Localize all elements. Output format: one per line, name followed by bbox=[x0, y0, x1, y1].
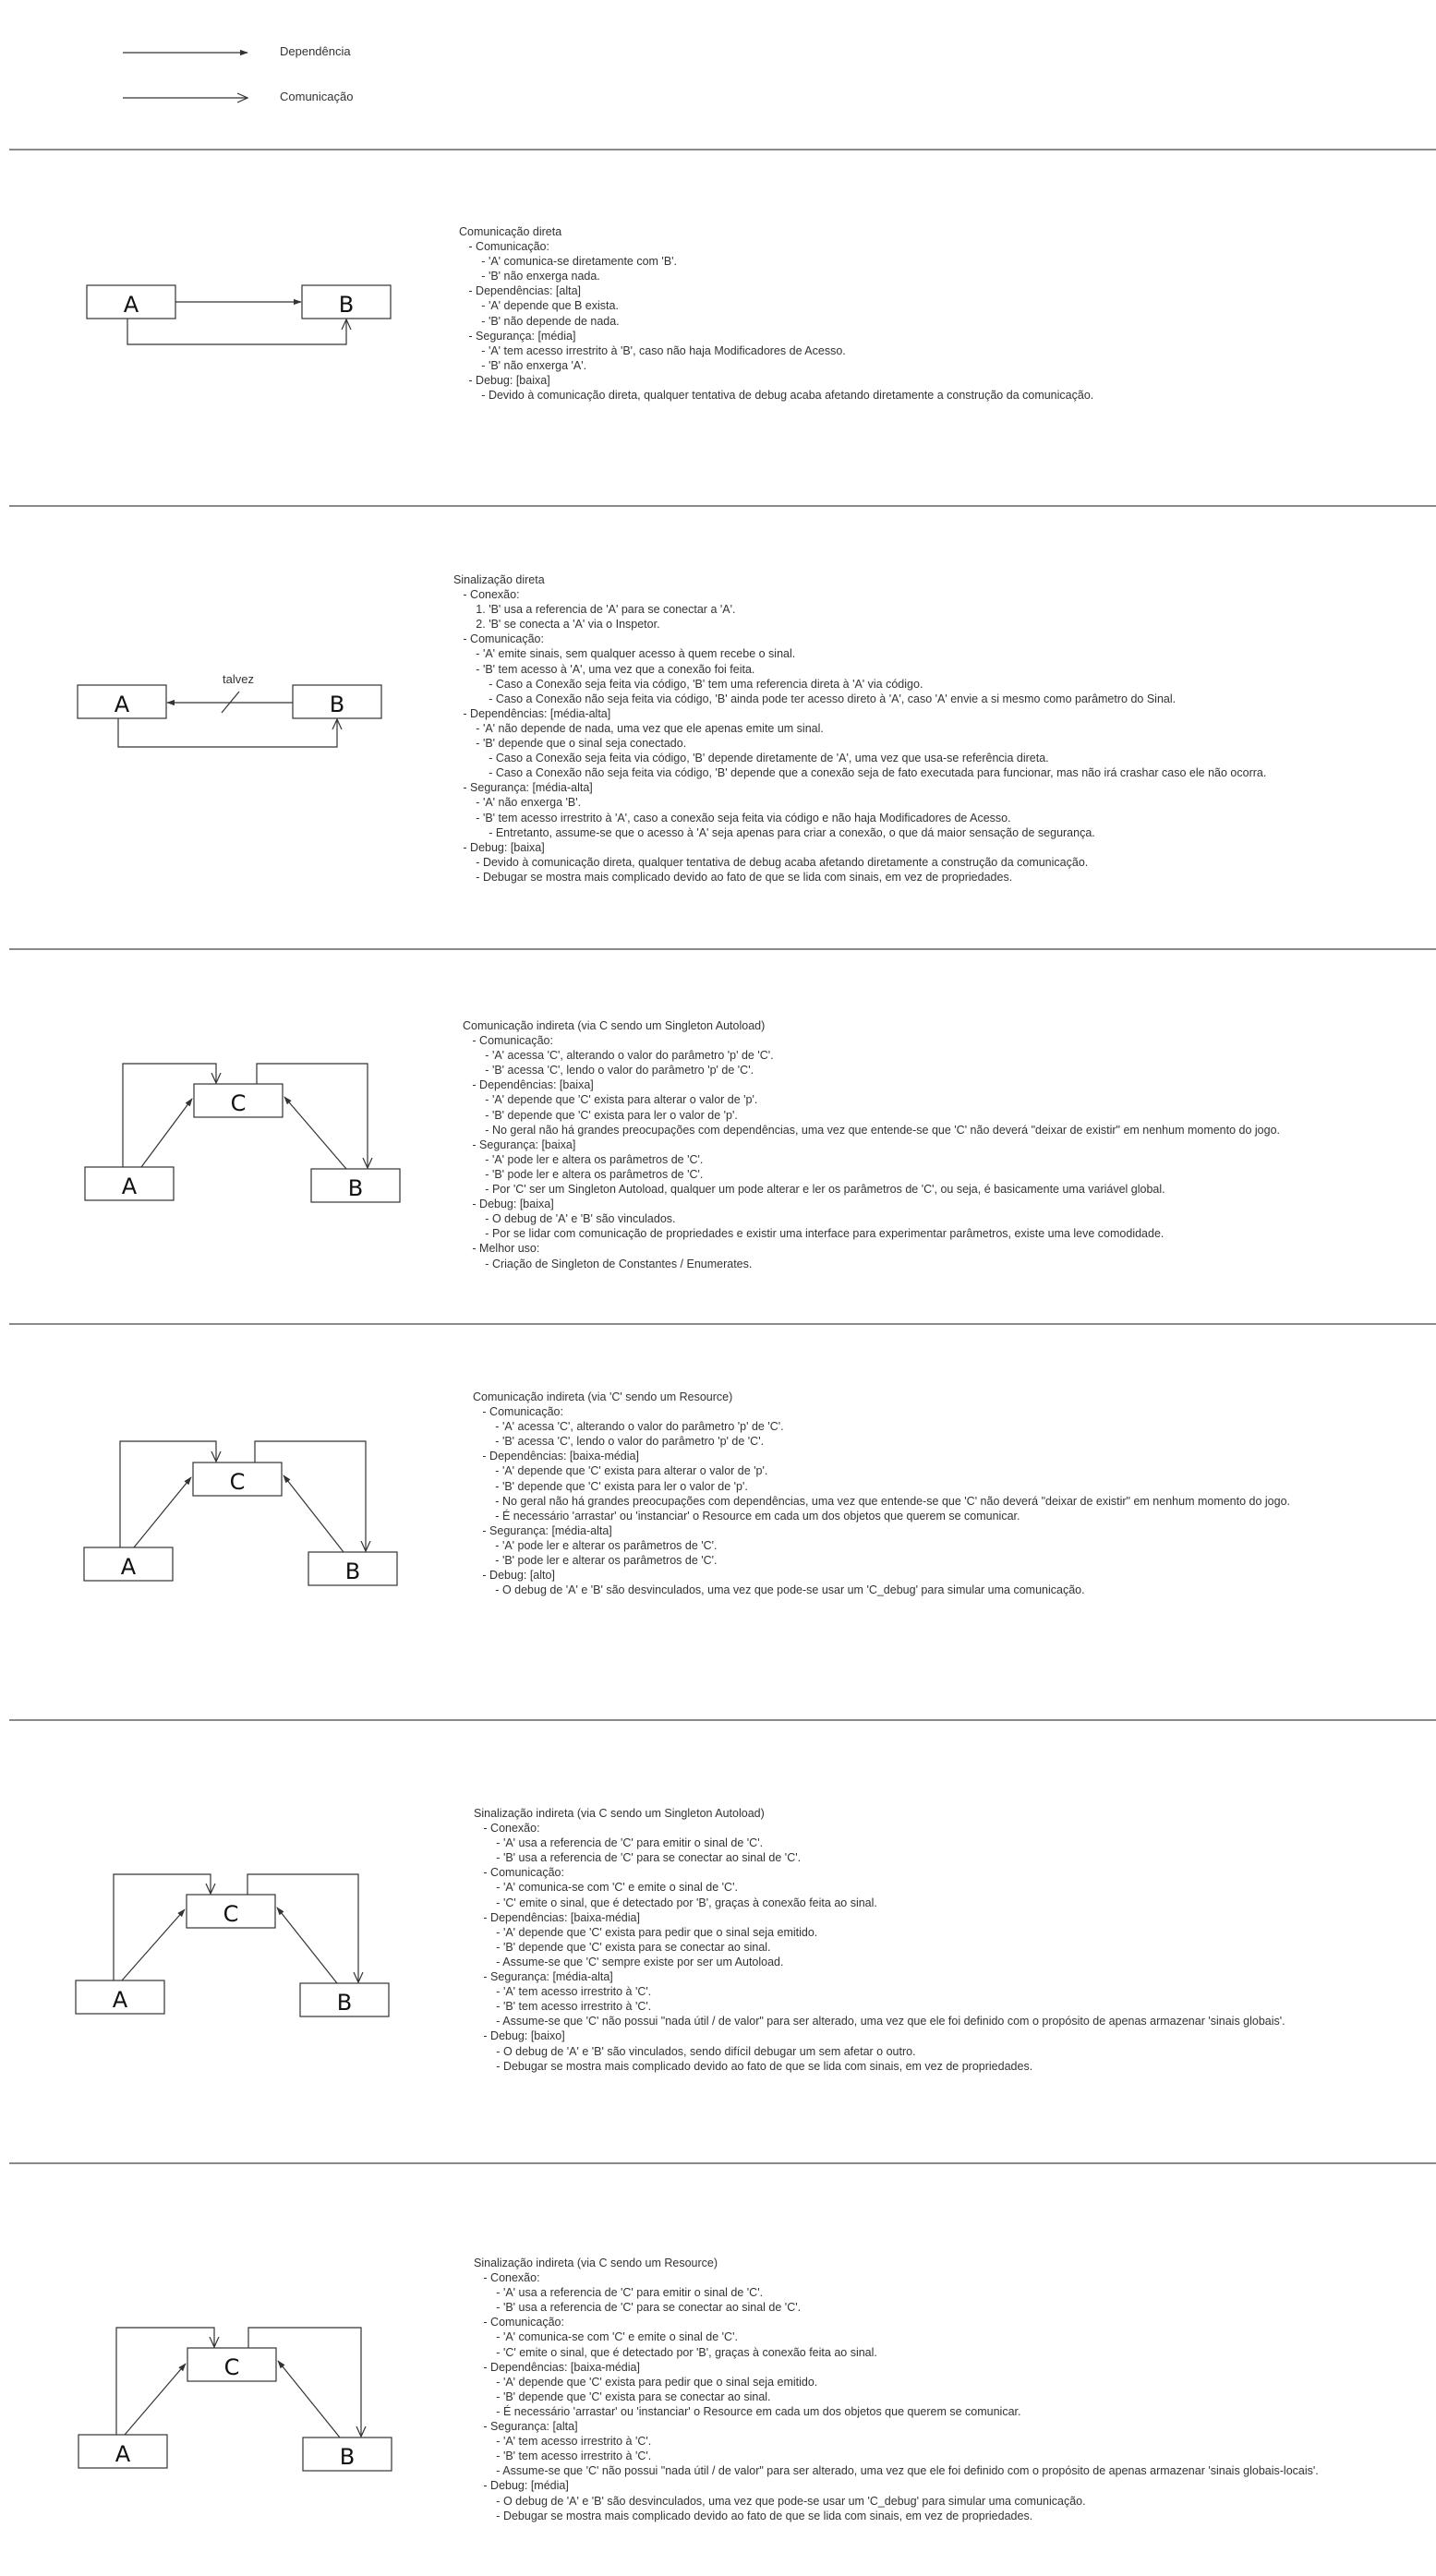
description-line: - Devido à comunicação direta, qualquer tentativa de debug acaba afetando diretamente a construção da comunicação. bbox=[459, 389, 1094, 403]
dependency-arrow-b-to-c bbox=[284, 1475, 344, 1552]
description-line: - O debug de 'A' e 'B' são desvinculados, uma vez que pode-se usar um 'C_debug' para simular uma comunicação. bbox=[474, 2494, 1086, 2508]
section-title: Comunicação direta bbox=[459, 225, 562, 238]
description-line: - Debugar se mostra mais complicado devido ao fato de que se lida com sinais, em vez de propriedades. bbox=[453, 870, 1013, 884]
description-line: - 'A' comunica-se diretamente com 'B'. bbox=[459, 255, 678, 269]
svg-text:A: A bbox=[123, 292, 139, 318]
svg-text:B: B bbox=[347, 1175, 364, 1201]
description-line: - No geral não há grandes preocupações com dependências, uma vez que entende-se que 'C' não deverá "deixar de existir" em nenhum momento do jogo. bbox=[463, 1123, 1281, 1137]
section-description-indirect-communication-resource bbox=[473, 1390, 1290, 1597]
description-line: - Debug: [baixa] bbox=[453, 840, 545, 854]
communication-arrow-c-to-b bbox=[257, 1064, 368, 1168]
description-line: - Segurança: [média-alta] bbox=[474, 1970, 613, 1984]
description-line: - 'B' não depende de nada. bbox=[459, 314, 620, 328]
description-line: - Debug: [média] bbox=[474, 2479, 569, 2493]
description-line: - 'A' comunica-se com 'C' e emite o sinal de 'C'. bbox=[474, 2330, 738, 2344]
svg-text:B: B bbox=[338, 292, 355, 318]
description-line: - No geral não há grandes preocupações com dependências, uma vez que entende-se que 'C' não deverá "deixar de existir" em nenhum momento do jogo. bbox=[473, 1494, 1291, 1508]
node-c bbox=[187, 2348, 276, 2381]
description-line: - 'B' acessa 'C', lendo o valor do parâmetro 'p' de 'C'. bbox=[473, 1435, 765, 1449]
description-line: - 'A' depende que 'C' exista para alterar o valor de 'p'. bbox=[463, 1093, 758, 1107]
description-line: - Melhor uso: bbox=[463, 1242, 540, 1256]
description-line: - Por 'C' ser um Singleton Autoload, qualquer um pode alterar e ler os parâmetros de 'C', ou seja, é basicamente uma variável global. bbox=[463, 1183, 1165, 1197]
node-b bbox=[308, 1552, 397, 1585]
diagram-direct-communication bbox=[87, 285, 391, 344]
node-a bbox=[76, 1980, 164, 2014]
dependency-arrow-b-to-c bbox=[284, 1097, 346, 1169]
description-line: - 'A' tem acesso irrestrito à 'C'. bbox=[474, 1985, 652, 1999]
node-c bbox=[194, 1084, 283, 1117]
description-line: - 'A' depende que B exista. bbox=[459, 299, 619, 313]
description-line: - 'B' não enxerga nada. bbox=[459, 270, 600, 283]
description-line: - O debug de 'A' e 'B' são desvinculados, uma vez que pode-se usar um 'C_debug' para simular uma comunicação. bbox=[473, 1583, 1085, 1597]
description-line: - Dependências: [baixa-média] bbox=[474, 2360, 640, 2374]
diagram-indirect-signaling-autoload bbox=[76, 1874, 389, 2016]
description-line: - 'A' depende que 'C' exista para pedir que o sinal seja emitido. bbox=[474, 1925, 818, 1939]
dependency-arrow-a-to-c bbox=[125, 2364, 186, 2435]
node-a bbox=[84, 1547, 173, 1581]
description-line: 1. 'B' usa a referencia de 'A' para se conectar a 'A'. bbox=[453, 603, 736, 617]
svg-text:A: A bbox=[112, 1987, 128, 2013]
description-line: - Conexão: bbox=[474, 1822, 540, 1836]
description-line: - Caso a Conexão não seja feita via código, 'B' ainda pode ter acesso direto à 'A', caso 'A' envie a si mesmo como parâmetro do Sinal. bbox=[453, 692, 1177, 705]
diagram-direct-signaling bbox=[78, 672, 381, 747]
node-b bbox=[303, 2438, 392, 2471]
description-line: - 'A' acessa 'C', alterando o valor do parâmetro 'p' de 'C'. bbox=[463, 1049, 774, 1063]
description-line: - 'B' depende que 'C' exista para se conectar ao sinal. bbox=[474, 1940, 771, 1954]
section-description-indirect-signaling-resource bbox=[474, 2256, 1319, 2523]
description-line: 2. 'B' se conecta a 'A' via o Inspetor. bbox=[453, 618, 660, 632]
legend-communication-label: Comunicação bbox=[280, 90, 354, 103]
description-line: - É necessário 'arrastar' ou 'instanciar' o Resource em cada um dos objetos que querem se comunicar. bbox=[474, 2404, 1021, 2418]
section-title: Sinalização direta bbox=[453, 573, 545, 586]
description-line: - Dependências: [média-alta] bbox=[453, 706, 611, 720]
description-line: - 'B' pode ler e altera os parâmetros de 'C'. bbox=[463, 1167, 704, 1181]
diagram-indirect-signaling-resource bbox=[78, 2328, 392, 2471]
description-line: - 'B' usa a referencia de 'C' para se conectar ao sinal de 'C'. bbox=[474, 2301, 802, 2315]
description-line: - Dependências: [baixa] bbox=[463, 1078, 594, 1092]
node-b bbox=[302, 285, 391, 319]
legend bbox=[123, 53, 247, 98]
node-b bbox=[293, 685, 381, 718]
diagram-indirect-communication-resource bbox=[84, 1441, 397, 1585]
description-line: - Debug: [baixa] bbox=[459, 373, 550, 387]
legend-dependency-label: Dependência bbox=[280, 44, 351, 58]
description-line: - 'A' acessa 'C', alterando o valor do parâmetro 'p' de 'C'. bbox=[473, 1420, 784, 1434]
description-line: - Devido à comunicação direta, qualquer tentativa de debug acaba afetando diretamente a construção da comunicação. bbox=[453, 855, 1089, 869]
communication-arrow-a-to-c bbox=[123, 1064, 216, 1167]
description-line: - O debug de 'A' e 'B' são vinculados. bbox=[463, 1212, 676, 1226]
svg-text:B: B bbox=[336, 1990, 353, 2016]
description-line: - Por se lidar com comunicação de propriedades e existir uma interface para experimentar parâmetros, existe uma leve comodidade. bbox=[463, 1227, 1164, 1241]
dependency-arrow-b-to-c bbox=[277, 1908, 337, 1983]
svg-text:A: A bbox=[120, 1554, 137, 1580]
diagram-indirect-communication-autoload bbox=[85, 1064, 400, 1202]
description-line: - 'B' depende que 'C' exista para ler o valor de 'p'. bbox=[473, 1479, 748, 1493]
description-line: - Caso a Conexão seja feita via código, 'B' tem uma referencia direta à 'A' via código. bbox=[453, 677, 923, 691]
description-line: - 'A' não enxerga 'B'. bbox=[453, 796, 582, 810]
dependency-arrow-a-to-c bbox=[134, 1477, 191, 1547]
description-line: - 'A' tem acesso irrestrito à 'C'. bbox=[474, 2435, 652, 2449]
description-line: - 'A' depende que 'C' exista para pedir que o sinal seja emitido. bbox=[474, 2375, 818, 2389]
svg-text:B: B bbox=[344, 1559, 361, 1584]
svg-text:C: C bbox=[229, 1469, 246, 1495]
section-title: Comunicação indireta (via C sendo um Singleton Autoload) bbox=[463, 1019, 766, 1032]
description-line: - Entretanto, assume-se que o acesso à 'A' seja apenas para criar a conexão, o que dá maior sensação de segurança. bbox=[453, 825, 1095, 839]
node-a bbox=[87, 285, 175, 319]
description-line: - 'A' emite sinais, sem qualquer acesso à quem recebe o sinal. bbox=[453, 647, 796, 661]
section-description-indirect-signaling-autoload bbox=[474, 1806, 1285, 2074]
node-b bbox=[311, 1169, 400, 1202]
description-line: - 'A' usa a referencia de 'C' para emitir o sinal de 'C'. bbox=[474, 1836, 764, 1850]
description-line: - Comunicação: bbox=[463, 1034, 553, 1048]
description-line: - 'A' tem acesso irrestrito à 'B', caso não haja Modificadores de Acesso. bbox=[459, 343, 846, 357]
description-line: - Segurança: [média-alta] bbox=[453, 781, 593, 795]
description-line: - Comunicação: bbox=[453, 632, 544, 646]
svg-text:C: C bbox=[223, 1901, 239, 1927]
section-title: Comunicação indireta (via 'C' sendo um Resource) bbox=[473, 1390, 733, 1403]
node-a bbox=[78, 2435, 167, 2468]
description-line: - Dependências: [baixa-média] bbox=[474, 1910, 640, 1924]
description-line: - 'A' usa a referencia de 'C' para emitir o sinal de 'C'. bbox=[474, 2286, 764, 2300]
node-a bbox=[85, 1167, 174, 1200]
description-line: - 'C' emite o sinal, que é detectado por 'B', graças à conexão feita ao sinal. bbox=[474, 1896, 877, 1909]
description-line: - Debugar se mostra mais complicado devido ao fato de que se lida com sinais, em vez de propriedades. bbox=[474, 2509, 1033, 2522]
description-line: - Segurança: [baixa] bbox=[463, 1138, 576, 1151]
optional-note: talvez bbox=[223, 672, 254, 686]
description-line: - Comunicação: bbox=[473, 1405, 563, 1419]
section-title: Sinalização indireta (via C sendo um Resource) bbox=[474, 2257, 718, 2269]
description-line: - Comunicação: bbox=[459, 240, 549, 254]
description-line: - Debug: [alto] bbox=[473, 1569, 555, 1583]
description-line: - Caso a Conexão não seja feita via código, 'B' depende que a conexão seja de fato executada para funcionar, mas não irá crashar caso ele não ocorra. bbox=[453, 766, 1267, 780]
description-line: - 'B' tem acesso irrestrito à 'C'. bbox=[474, 2000, 652, 2014]
description-line: - 'C' emite o sinal, que é detectado por 'B', graças à conexão feita ao sinal. bbox=[474, 2345, 877, 2359]
description-line: - Debug: [baixo] bbox=[474, 2029, 565, 2043]
description-line: - 'B' depende que 'C' exista para ler o valor de 'p'. bbox=[463, 1108, 738, 1122]
description-line: - Caso a Conexão seja feita via código, 'B' depende diretamente de 'A', uma vez que usa-se referência direta. bbox=[453, 752, 1049, 765]
description-line: - 'A' não depende de nada, uma vez que ele apenas emite um sinal. bbox=[453, 721, 824, 735]
node-a bbox=[78, 685, 166, 718]
communication-arrow-c-to-b bbox=[248, 2328, 361, 2437]
dependency-arrow-b-to-c bbox=[278, 2361, 340, 2438]
node-c bbox=[193, 1463, 282, 1496]
description-line: - 'A' depende que 'C' exista para alterar o valor de 'p'. bbox=[473, 1464, 768, 1478]
section-description-indirect-communication-autoload bbox=[463, 1018, 1280, 1271]
description-line: - Segurança: [média] bbox=[459, 329, 576, 343]
description-line: - 'A' comunica-se com 'C' e emite o sinal de 'C'. bbox=[474, 1881, 738, 1895]
svg-text:B: B bbox=[339, 2444, 356, 2470]
node-c bbox=[187, 1895, 275, 1928]
dependency-arrow-a-to-c bbox=[141, 1099, 192, 1167]
svg-text:B: B bbox=[329, 692, 345, 717]
description-line: - 'B' tem acesso irrestrito à 'C'. bbox=[474, 2450, 652, 2463]
svg-text:A: A bbox=[115, 2441, 131, 2467]
node-b bbox=[300, 1983, 389, 2016]
description-line: - 'B' tem acesso irrestrito à 'A', caso a conexão seja feita via código e não haja Modificadores de Acesso. bbox=[453, 811, 1011, 825]
section-description-direct-signaling bbox=[453, 572, 1266, 885]
section-title: Sinalização indireta (via C sendo um Singleton Autoload) bbox=[474, 1807, 765, 1820]
description-line: - 'B' depende que o sinal seja conectado. bbox=[453, 737, 687, 751]
description-line: - 'A' pode ler e altera os parâmetros de 'C'. bbox=[463, 1152, 704, 1166]
description-line: - 'B' não enxerga 'A'. bbox=[459, 358, 587, 372]
description-line: - 'B' depende que 'C' exista para se conectar ao sinal. bbox=[474, 2389, 771, 2403]
description-line: - Dependências: [alta] bbox=[459, 284, 582, 298]
section-description-direct-communication bbox=[459, 224, 1093, 403]
description-line: - 'B' tem acesso à 'A', uma vez que a conexão foi feita. bbox=[453, 662, 755, 676]
svg-text:C: C bbox=[223, 2354, 240, 2380]
communication-arrow-a-to-c bbox=[120, 1441, 216, 1547]
description-line: - Criação de Singleton de Constantes / Enumerates. bbox=[463, 1257, 753, 1270]
description-line: - Conexão: bbox=[474, 2271, 540, 2285]
communication-arrow bbox=[118, 718, 337, 747]
description-line: - 'B' pode ler e alterar os parâmetros de 'C'. bbox=[473, 1554, 718, 1568]
description-line: - Dependências: [baixa-média] bbox=[473, 1450, 639, 1463]
dependency-arrow-a-to-c bbox=[122, 1909, 185, 1980]
description-line: - O debug de 'A' e 'B' são vinculados, sendo difícil debugar um sem afetar o outro. bbox=[474, 2044, 916, 2058]
description-line: - Assume-se que 'C' não possui "nada útil / de valor" para ser alterado, uma vez que ele foi definido com o propósito de apenas armazenar 'sinais globais-locais'. bbox=[474, 2464, 1319, 2478]
description-line: - 'B' usa a referencia de 'C' para se conectar ao sinal de 'C'. bbox=[474, 1851, 802, 1865]
description-line: - Segurança: [média-alta] bbox=[473, 1523, 612, 1537]
description-line: - Comunicação: bbox=[474, 1866, 564, 1880]
description-line: - Comunicação: bbox=[474, 2316, 564, 2329]
description-line: - Assume-se que 'C' sempre existe por ser um Autoload. bbox=[474, 1955, 784, 1968]
description-line: - Conexão: bbox=[453, 588, 520, 602]
communication-arrow bbox=[127, 319, 346, 344]
description-line: - Segurança: [alta] bbox=[474, 2420, 578, 2434]
description-line: - Debug: [baixa] bbox=[463, 1198, 554, 1211]
description-line: - 'B' acessa 'C', lendo o valor do parâmetro 'p' de 'C'. bbox=[463, 1064, 754, 1077]
description-line: - Debugar se mostra mais complicado devido ao fato de que se lida com sinais, em vez de propriedades. bbox=[474, 2059, 1033, 2073]
description-line: - É necessário 'arrastar' ou 'instanciar' o Resource em cada um dos objetos que querem se comunicar. bbox=[473, 1509, 1020, 1523]
description-line: - Assume-se que 'C' não possui "nada útil / de valor" para ser alterado, uma vez que ele foi definido com o propósito de apenas armazenar 'sinais globais'. bbox=[474, 2015, 1285, 2028]
description-line: - 'A' pode ler e alterar os parâmetros de 'C'. bbox=[473, 1538, 718, 1552]
svg-text:A: A bbox=[114, 692, 130, 717]
svg-text:A: A bbox=[121, 1174, 138, 1199]
svg-text:C: C bbox=[230, 1090, 247, 1116]
